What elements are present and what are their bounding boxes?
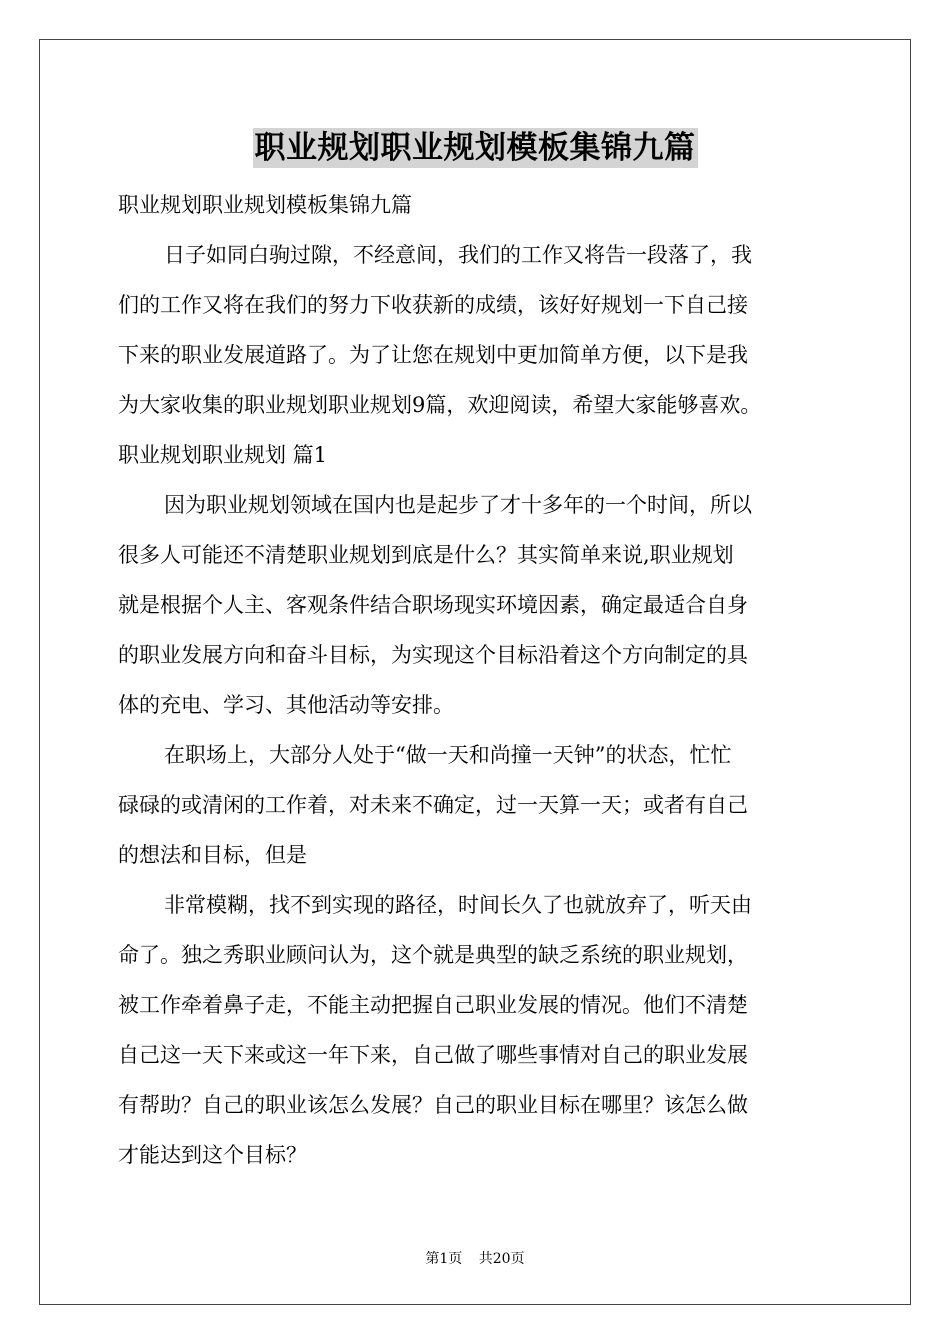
section-paragraph-2 (118, 730, 836, 880)
paragraph-line: 的职业发展方向和奋斗目标，为实现这个目标沿着这个方向制定的具 (118, 643, 748, 667)
section-paragraph-1 (118, 480, 836, 730)
document-body (118, 180, 836, 1180)
paragraph-line: 有帮助？自己的职业该怎么发展？自己的职业目标在哪里？该怎么做 (118, 1093, 748, 1117)
page-footer (0, 1248, 950, 1268)
paragraph-line: 日子如同白驹过隙，不经意间，我们的工作又将告一段落了，我 (164, 243, 752, 267)
paragraph-line: 自己这一天下来或这一年下来，自己做了哪些事情对自己的职业发展 (118, 1043, 748, 1067)
document-subtitle: 职业规划职业规划模板集锦九篇 (118, 193, 412, 217)
document-title: 职业规划职业规划模板集锦九篇 (254, 130, 696, 166)
paragraph-line: 非常模糊，找不到实现的路径，时间长久了也就放弃了，听天由 (164, 893, 752, 917)
paragraph-line: 因为职业规划领域在国内也是起步了才十多年的一个时间，所以 (164, 493, 752, 517)
paragraph-line: 被工作牵着鼻子走，不能主动把握自己职业发展的情况。他们不清楚 (118, 993, 748, 1017)
page-total: 共20页 (478, 1251, 525, 1267)
paragraph-line: 的想法和目标，但是 (118, 843, 307, 867)
paragraph-line: 在职场上，大部分人处于“做一天和尚撞一天钟”的状态，忙忙 (164, 743, 732, 767)
paragraph-line: 为大家收集的职业规划职业规划9篇，欢迎阅读，希望大家能够喜欢。 (118, 393, 762, 417)
paragraph-line: 命了。独之秀职业顾问认为，这个就是典型的缺乏系统的职业规划， (118, 943, 748, 967)
paragraph-line: 很多人可能还不清楚职业规划到底是什么？其实简单来说,职业规划 (118, 543, 734, 567)
intro-paragraph (118, 230, 836, 430)
paragraph-line: 体的充电、学习、其他活动等安排。 (118, 693, 454, 717)
title-container (0, 128, 950, 168)
paragraph-line: 就是根据个人主、客观条件结合职场现实环境因素，确定最适合自身 (118, 593, 748, 617)
page-number: 第1页 (425, 1251, 463, 1267)
paragraph-line: 们的工作又将在我们的努力下收获新的成绩，该好好规划一下自己接 (118, 293, 748, 317)
section-heading: 职业规划职业规划 篇1 (118, 443, 328, 467)
paragraph-line: 才能达到这个目标？ (118, 1143, 307, 1167)
section-paragraph-3 (118, 880, 836, 1180)
paragraph-line: 碌碌的或清闲的工作着，对未来不确定，过一天算一天；或者有自己 (118, 793, 748, 817)
paragraph-line: 下来的职业发展道路了。为了让您在规划中更加简单方便，以下是我 (118, 343, 748, 367)
